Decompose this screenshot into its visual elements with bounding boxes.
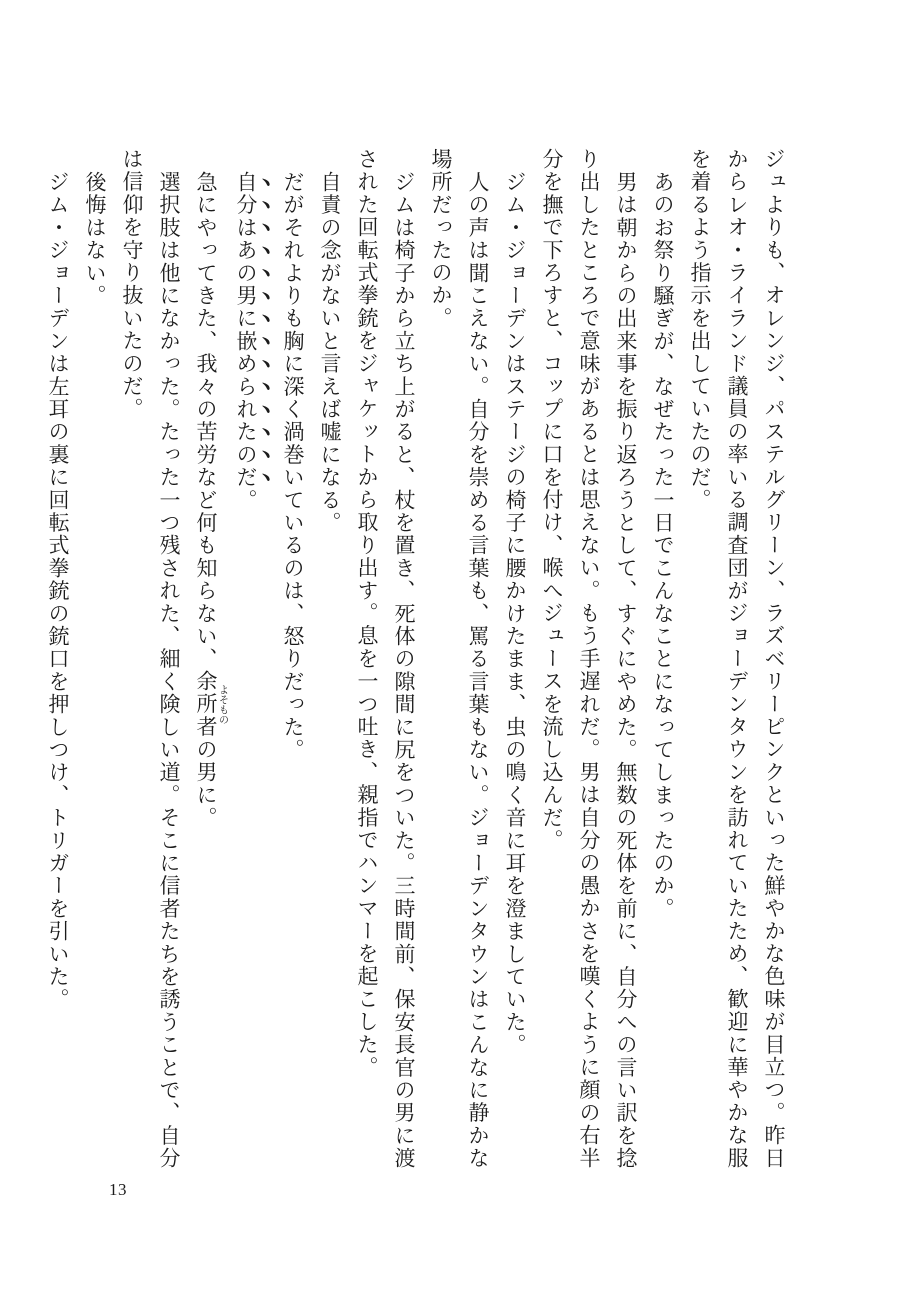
paragraph: 自分はあの男に嵌められたのだ。 — [234, 170, 258, 512]
paragraph: 自責の念がないと言えば嘘になる。 — [318, 170, 342, 534]
paragraph: ジムは椅子から立ち上がると、杖を置き、死体の隙間に尻をついた。三時間前、保安長官の男に渡された回転式拳銃をジャケットから取り出す。息を一つ吐き、親指でハンマーを起こした。 — [355, 148, 416, 1170]
page-text — [39, 148, 792, 1171]
page-number: 13 — [109, 1180, 127, 1199]
paragraph: 後悔はない。 — [83, 170, 107, 307]
paragraph: 人の声は聞こえない。自分を崇める言葉も、罵る言葉もない。ジョーデンタウンはこんなに静かな場所だったのか。 — [429, 148, 490, 1170]
emphasized-text: 自分はあの男に嵌められたのだ — [234, 170, 258, 489]
paragraph: 選択肢は他になかった。たった一つ残された、細く険しい道。そこに信者たちを誘うことで、自分は信仰を守り抜いたのだ。 — [120, 148, 181, 1170]
paragraph: だがそれよりも胸に深く渦巻いているのは、怒りだった。 — [281, 170, 305, 761]
paragraph: ジュよりも、オレンジ、パステルグリーン、ラズベリーピンクといった鮮やかな色味が目立つ。昨日からレオ・ライランド議員の率いる調査団がジョーデンタウンを訪れていたため、歓迎に華やかな服を着るよう指示を出していたのだ。 — [688, 148, 786, 1170]
ruby-annotated-text: 余所者よそもの — [194, 670, 228, 739]
paragraph: 男は朝からの出来事を振り返ろうとして、すぐにやめた。無数の死体を前に、自分への言い訳を捻り出したところで意味があるとは思えない。もう手遅れだ。男は自分の愚かさを嘆くように顔の右半分を撫で下ろすと、コップに口を付け、喉へジュースを流し込んだ。 — [540, 148, 638, 1170]
paragraph: ジム・ジョーデンはステージの椅子に腰かけたまま、虫の鳴く音に耳を澄ましていた。 — [503, 170, 527, 1056]
paragraph: 急にやってきた、我々の苦労など何も知らない、余所者よそものの男に。 — [194, 170, 228, 830]
paragraph: ジム・ジョーデンは左耳の裏に回転式拳銃の銃口を押しつけ、トリガーを引いた。 — [46, 170, 70, 1011]
paragraph: あのお祭り騒ぎが、なぜたった一日でこんなことになってしまったのか。 — [651, 170, 675, 920]
